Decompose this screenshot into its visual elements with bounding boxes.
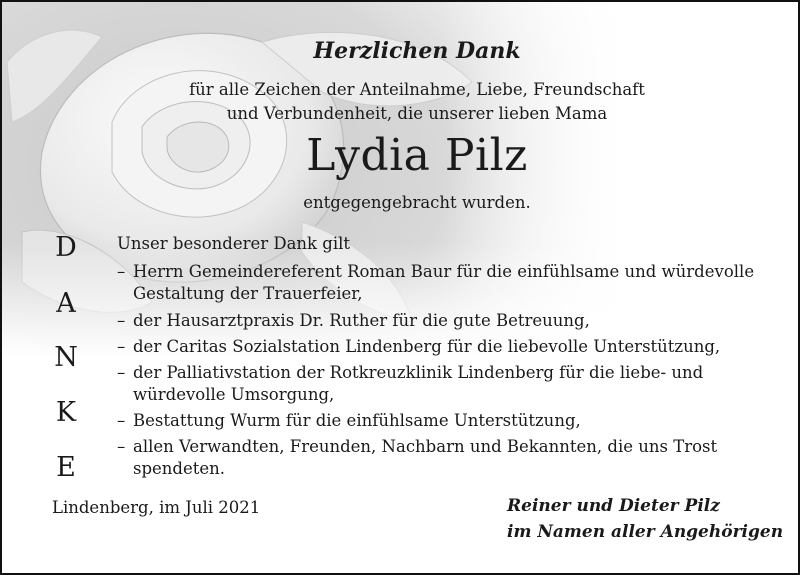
- deceased-name: Lydia Pilz: [306, 130, 528, 181]
- thanks-item: [117, 310, 767, 332]
- thanks-item-text: Herrn Gemeindereferent Roman Baur für die einfühlsame und würdevolle Gestaltung der Trauerfeier,: [133, 262, 755, 303]
- heading: Herzlichen Dank: [313, 38, 521, 64]
- dash-bullet: –: [117, 311, 126, 330]
- danke-letter: N: [54, 342, 78, 373]
- danke-letter: E: [56, 452, 76, 483]
- place-date: Lindenberg, im Juli 2021: [52, 498, 261, 517]
- signature-line-2: im Namen aller Angehörigen: [507, 522, 784, 542]
- signature-line-1: Reiner und Dieter Pilz: [507, 496, 720, 516]
- dash-bullet: –: [117, 411, 126, 430]
- thanks-item: [117, 410, 767, 432]
- dash-bullet: –: [117, 437, 126, 456]
- intro-line-1: für alle Zeichen der Anteilnahme, Liebe, Freundschaft: [189, 80, 645, 99]
- dash-bullet: –: [117, 363, 126, 382]
- dash-bullet: –: [117, 337, 126, 356]
- thanks-lead: Unser besonderer Dank gilt: [117, 234, 351, 253]
- thanks-item-text: der Caritas Sozialstation Lindenberg für die liebevolle Unterstützung,: [133, 337, 721, 356]
- intro-line-2: und Verbundenheit, die unserer lieben Mama: [226, 104, 608, 123]
- thanks-item: [117, 261, 767, 305]
- outro-text: entgegengebracht wurden.: [303, 193, 531, 212]
- thanks-item: [117, 436, 767, 480]
- danke-letter: A: [56, 288, 76, 319]
- thanks-item: [117, 362, 767, 406]
- danke-letter: D: [55, 232, 77, 263]
- thanks-item-text: der Palliativstation der Rotkreuzklinik Lindenberg für die liebe- und würdevolle Umsorgung,: [133, 363, 704, 404]
- thanks-item-text: Bestattung Wurm für die einfühlsame Unterstützung,: [133, 411, 581, 430]
- dash-bullet: –: [117, 262, 126, 281]
- thanks-item-text: allen Verwandten, Freunden, Nachbarn und Bekannten, die uns Trost spendeten.: [133, 437, 718, 478]
- danke-letter: K: [55, 397, 77, 428]
- thanks-item: [117, 336, 767, 358]
- thanks-item-text: der Hausarztpraxis Dr. Ruther für die gute Betreuung,: [133, 311, 590, 330]
